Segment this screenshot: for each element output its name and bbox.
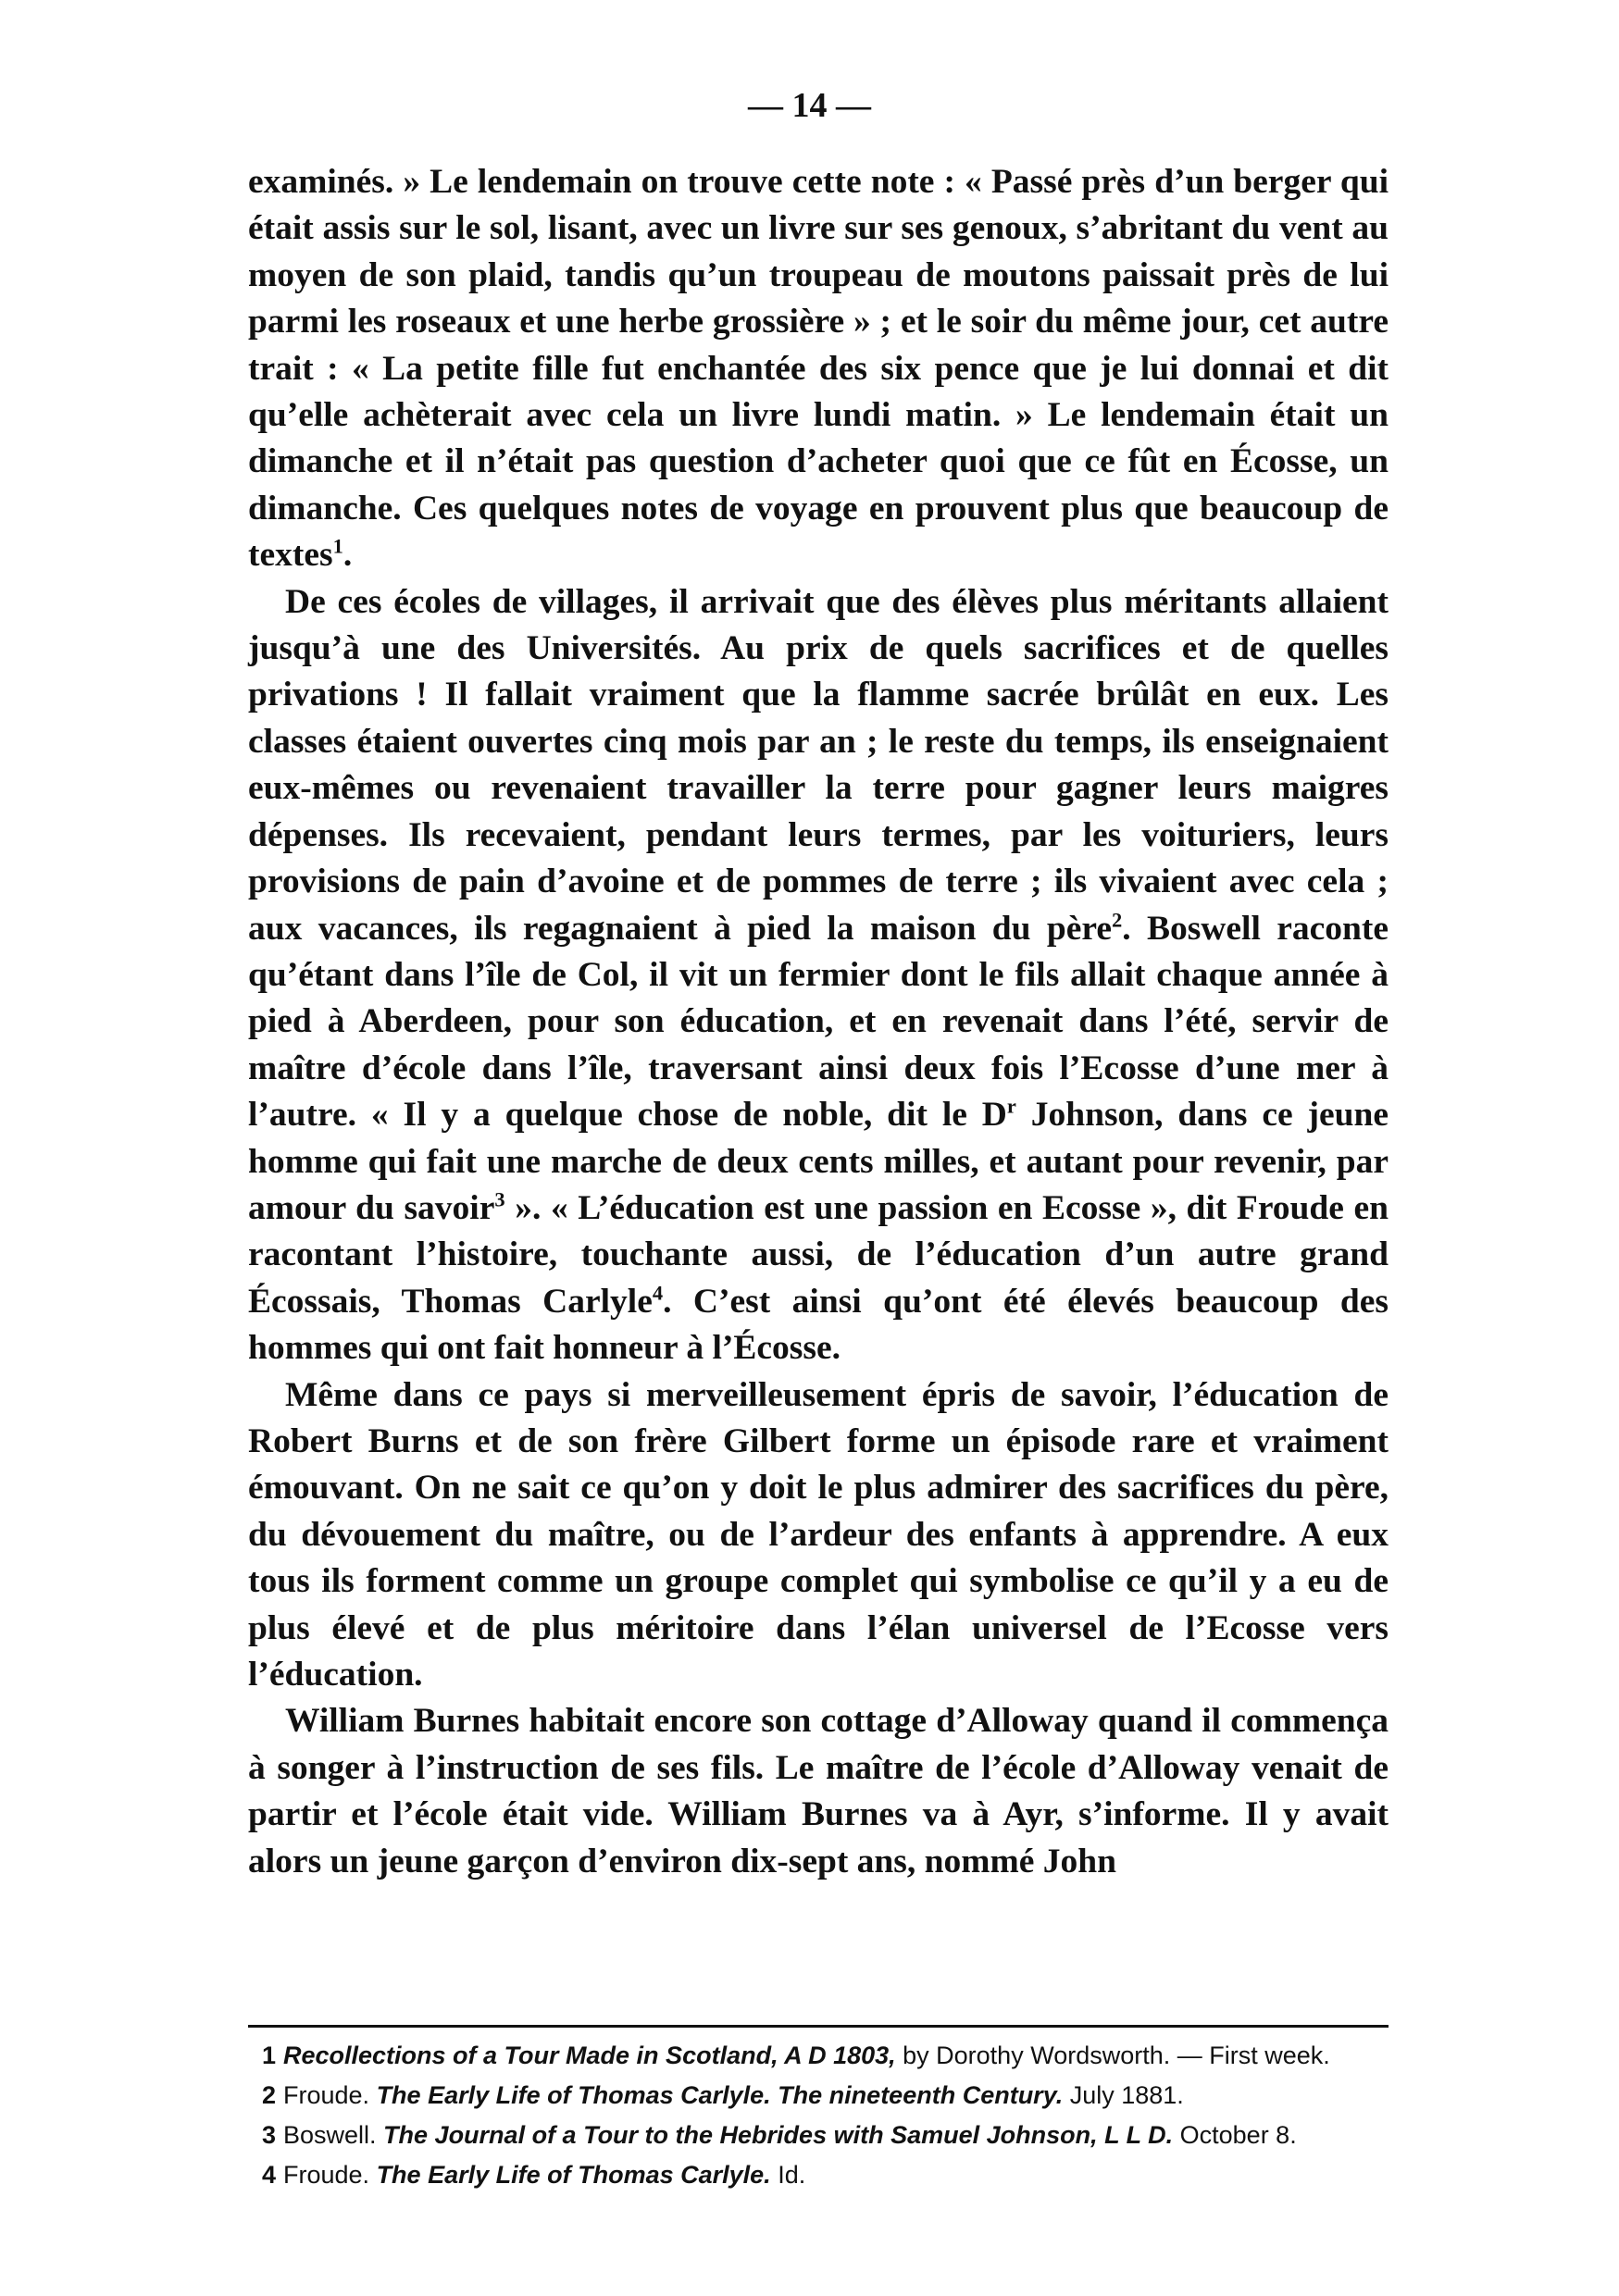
footnote-title: Recollections of a Tour Made in Scotland, A D 1803, [283,2042,896,2069]
footnote-ref: 4 [652,1281,664,1305]
footnote-text: Id. [770,2161,806,2189]
punctuation: . [1122,909,1131,948]
paragraph-text: . C’est ainsi qu’ont été élevés beaucoup des hommes qui ont fait honneur à l’Écosse. [248,1282,1389,1368]
footnotes [248,2041,1389,2200]
footnote-number: 1 [261,2042,276,2069]
footnote-text: July 1881. [1063,2081,1184,2109]
footnote-text: by Dorothy Wordsworth. — First week. [895,2042,1330,2069]
paragraph [248,1698,1389,1885]
footnote-number: 2 [261,2081,276,2109]
footnote-divider [248,2025,1389,2028]
paragraph-text: ». « L’éducation est une passion en Ecosse », dit Froude en racontant l’histoire, touchante aussi, de l’éducation d’un autre grand Écossais, Thomas Carlyle [248,1188,1389,1321]
paragraph-text: De ces écoles de villages, il arrivait que des élèves plus méritants allaient jusqu’à une des Universités. Au prix de quels sacrifices et de quelles privations ! Il fallait vraiment que la flamme sacrée brûlât en eux. Les classes étaient ouvertes cinq mois par an ; le reste du temps, ils enseignaient eux-mêmes ou revenaient travailler la terre pour gagner leurs maigres dépenses. Ils recevaient, pendant leurs termes, par les voituriers, leurs provisions de pain d’avoine et de pommes de terre ; ils vivaient avec cela ; aux vacances, ils regagnaient à pied la maison du père [248,582,1389,948]
body-text [248,159,1389,1885]
paragraph-text: examinés. » Le lendemain on trouve cette note : « Passé près d’un berger qui était assis sur le sol, lisant, avec un livre sur ses genoux, s’abritant du vent au moyen de son plaid, tandis qu’un troupeau de moutons paissait près de lui parmi les roseaux et une herbe grossière » ; et le soir du même jour, cet autre trait : « La petite fille fut enchantée des six pence que je lui donnai et dit qu’elle achèterait avec cela un livre lundi matin. » Le lendemain était un dimanche et il n’était pas question d’acheter quoi que ce fût en Écosse, un dimanche. Ces quelques notes de voyage en prouvent plus que beaucoup de textes [248,163,1389,575]
paragraph [248,159,1389,579]
punctuation: . [342,536,353,575]
footnote-title: The Early Life of Thomas Carlyle. [376,2161,771,2189]
footnote-title: The Journal of a Tour to the Hebrides with Samuel Johnson, L L D. [383,2121,1174,2149]
paragraph-text: William Burnes habitait encore son cottage d’Alloway quand il commença à songer à l’instruction de ses fils. Le maître de l’école d’Alloway venait de partir et l’école était vide. William Burnes va à Ayr, s’informe. Il y avait alors un jeune garçon d’environ dix-sept ans, nommé John [248,1702,1389,1880]
footnote-ref: 1 [332,534,343,558]
footnote [248,2160,1389,2191]
footnote [248,2080,1389,2111]
footnote [248,2120,1389,2151]
paragraph-text: Même dans ce pays si merveilleusement épris de savoir, l’éducation de Robert Burns et de son frère Gilbert forme un épisode rare et vraiment émouvant. On ne sait ce qu’on y doit le plus admirer des sacrifices du père, du dévouement du maître, ou de l’ardeur des enfants à apprendre. A eux tous ils forment comme un groupe complet qui symbolise ce qu’il y a eu de plus élevé et de plus méritoire dans l’élan universel de l’Ecosse vers l’éducation. [248,1375,1389,1694]
footnote-author: Froude. [283,2161,377,2189]
footnote-title: The Early Life of Thomas Carlyle. The nineteenth Century. [376,2081,1064,2109]
footnote-number: 3 [261,2121,276,2149]
footnote-ref: 3 [494,1187,505,1211]
footnote-author: Boswell. [283,2121,384,2149]
abbreviation-superscript: r [1006,1094,1016,1118]
footnote [248,2041,1389,2071]
paragraph-text: Johnson, dans ce jeune homme qui fait une marche de deux cents milles, et autant pour revenir, par amour du savoir [248,1096,1389,1227]
footnote-text: October 8. [1173,2121,1297,2149]
paragraph [248,1372,1389,1699]
footnote-ref: 2 [1111,908,1123,931]
paragraph [248,579,1389,1372]
paragraph-text: Boswell raconte qu’étant dans l’île de Col, il vit un fermier dont le fils allait chaque année à pied à Aberdeen, pour son éducation, et en revenait dans l’été, servir de maître d’école dans l’île, traversant ainsi deux fois l’Ecosse d’une mer à l’autre. « Il y a quelque chose de noble, dit le D [248,909,1389,1135]
footnote-author: Froude. [283,2081,377,2109]
page-number: — 14 — [748,86,871,125]
footnote-number: 4 [261,2161,276,2189]
